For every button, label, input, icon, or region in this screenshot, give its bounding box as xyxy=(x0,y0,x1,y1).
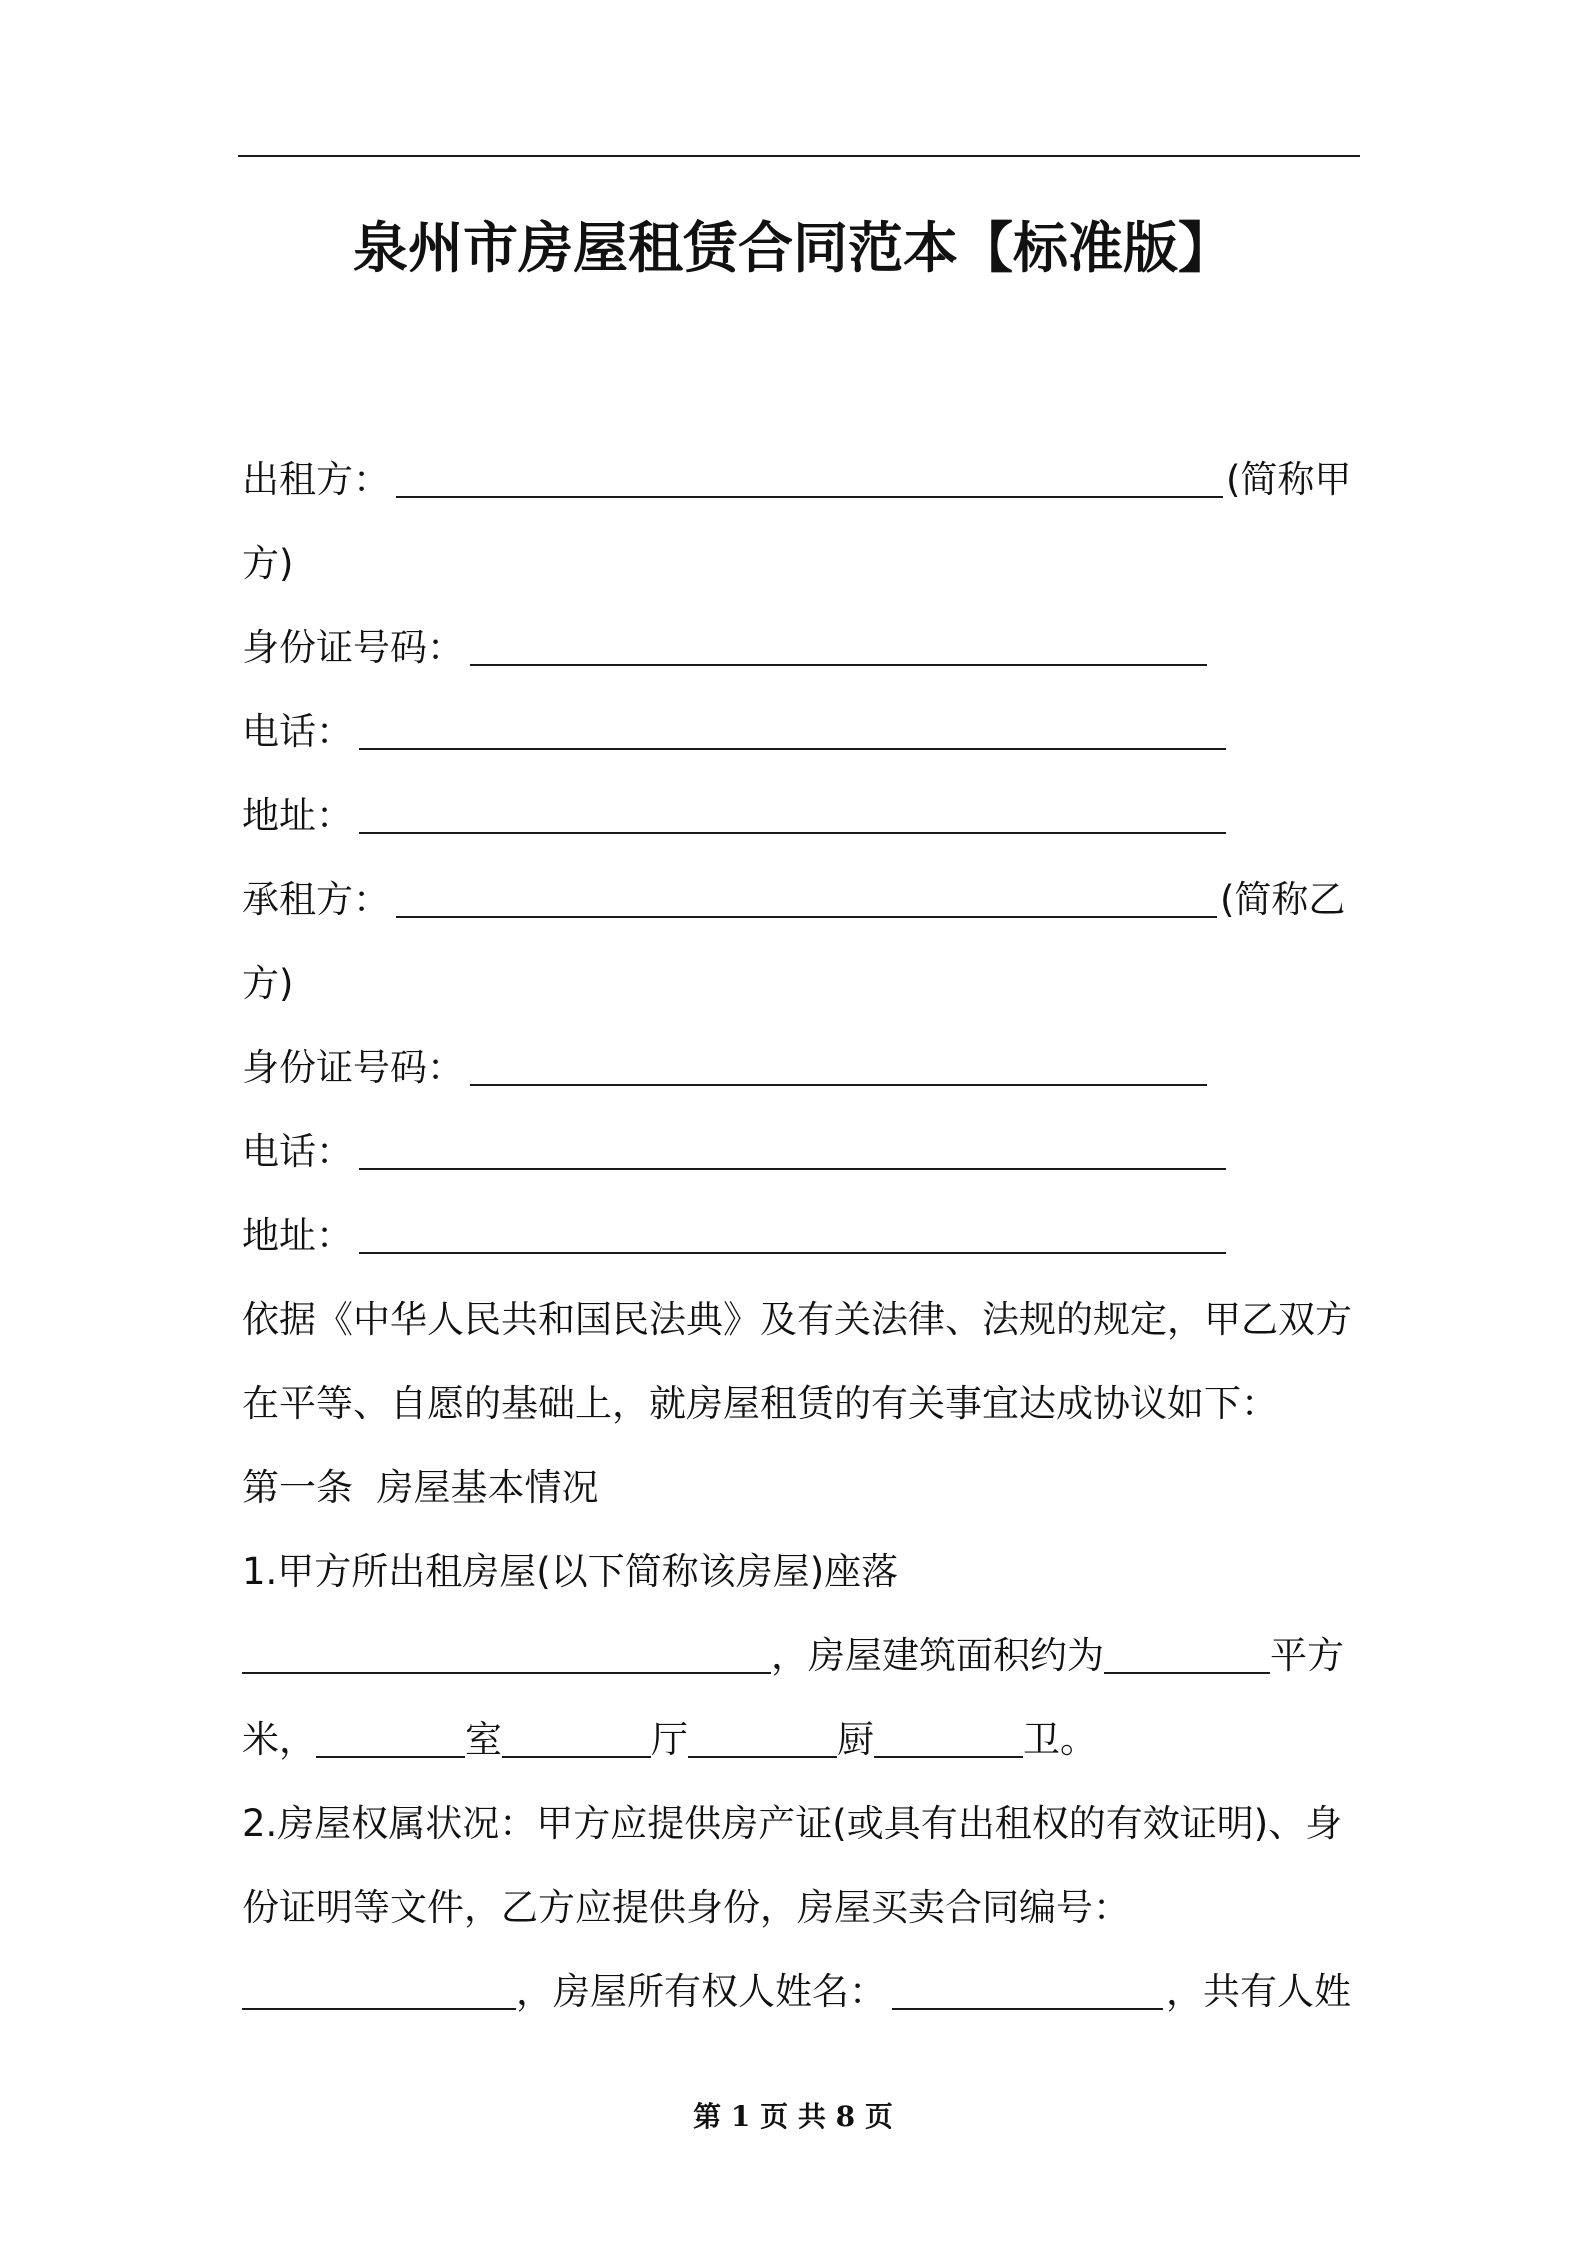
lessor-abbr-line xyxy=(242,522,1372,606)
area-unit: 平方 xyxy=(1270,1634,1344,1677)
lessor-name-blank xyxy=(396,495,1223,498)
property-location-blank xyxy=(242,1671,771,1674)
lessor-address-label: 地址： xyxy=(242,794,353,837)
lessee-line xyxy=(242,858,1372,942)
lessor-abbr-open: (简称甲 xyxy=(1226,458,1352,501)
clause-1-rooms-line xyxy=(242,1698,1372,1782)
lessee-id-blank xyxy=(470,1083,1207,1086)
floor-area-blank xyxy=(1104,1671,1270,1674)
owner-name-blank xyxy=(892,2007,1163,2010)
lessee-phone-blank xyxy=(359,1167,1226,1170)
kitchen-label: 厨 xyxy=(837,1718,874,1761)
lessor-label: 出租方： xyxy=(242,458,390,501)
clause-2-text: 2.房屋权属状况：甲方应提供房产证(或具有出租权的有效证明)、身 xyxy=(242,1802,1343,1845)
bathroom-count-blank xyxy=(874,1755,1023,1758)
lessee-address-blank xyxy=(359,1251,1226,1254)
preamble-line xyxy=(242,1278,1372,1362)
lessor-phone-label: 电话： xyxy=(242,710,353,753)
header-rule xyxy=(238,155,1360,157)
lessor-phone-blank xyxy=(359,747,1226,750)
preamble-line xyxy=(242,1362,1372,1446)
article-1-heading: 第一条 房屋基本情况 xyxy=(242,1466,599,1509)
clause-2-owner-line xyxy=(242,1950,1372,2034)
lessee-address-line xyxy=(242,1194,1372,1278)
bathroom-label: 卫。 xyxy=(1023,1718,1097,1761)
lessee-id-line xyxy=(242,1026,1372,1110)
page-number: 第 1 页 共 8 页 xyxy=(693,2100,893,2133)
clause-2-line xyxy=(242,1866,1372,1950)
room-label: 室 xyxy=(465,1718,502,1761)
lessor-id-blank xyxy=(470,663,1207,666)
lessor-id-label: 身份证号码： xyxy=(242,626,464,669)
hall-label: 厅 xyxy=(651,1718,688,1761)
preamble-text: 依据《中华人民共和国民法典》及有关法律、法规的规定，甲乙双方 xyxy=(242,1298,1352,1341)
lessor-id-line xyxy=(242,606,1372,690)
clause-1-text: 1.甲方所出租房屋(以下简称该房屋)座落 xyxy=(242,1550,899,1593)
lessor-abbr-close: 方) xyxy=(242,542,294,585)
room-count-blank xyxy=(316,1755,465,1758)
area-text: ，房屋建筑面积约为 xyxy=(771,1634,1104,1677)
lessee-phone-label: 电话： xyxy=(242,1130,353,1173)
lessee-phone-line xyxy=(242,1110,1372,1194)
lessee-abbr-open: (简称乙 xyxy=(1220,878,1346,921)
lessor-address-line xyxy=(242,774,1372,858)
article-heading xyxy=(242,1446,1372,1530)
contract-number-blank xyxy=(242,2007,516,2010)
area-unit-end: 米， xyxy=(242,1718,316,1761)
lessor-line xyxy=(242,438,1372,522)
clause-2-text: 份证明等文件，乙方应提供身份，房屋买卖合同编号： xyxy=(242,1886,1130,1929)
kitchen-count-blank xyxy=(688,1755,837,1758)
document-title: 泉州市房屋租赁合同范本【标准版】 xyxy=(352,216,1233,280)
lessor-phone-line xyxy=(242,690,1372,774)
lessee-abbr-close: 方) xyxy=(242,962,294,1005)
lessee-abbr-line xyxy=(242,942,1372,1026)
lessee-label: 承租方： xyxy=(242,878,390,921)
clause-1-area-line xyxy=(242,1614,1372,1698)
document-body xyxy=(242,438,1372,2034)
lessor-address-blank xyxy=(359,831,1226,834)
hall-count-blank xyxy=(502,1755,651,1758)
owner-label: ，房屋所有权人姓名： xyxy=(516,1970,886,2013)
lessee-name-blank xyxy=(396,915,1217,918)
coowner-label: ，共有人姓 xyxy=(1166,1970,1351,2013)
clause-1-line xyxy=(242,1530,1372,1614)
clause-2-line xyxy=(242,1782,1372,1866)
lessee-address-label: 地址： xyxy=(242,1214,353,1257)
lessee-id-label: 身份证号码： xyxy=(242,1046,464,1089)
preamble-text: 在平等、自愿的基础上，就房屋租赁的有关事宜达成协议如下： xyxy=(242,1382,1278,1425)
